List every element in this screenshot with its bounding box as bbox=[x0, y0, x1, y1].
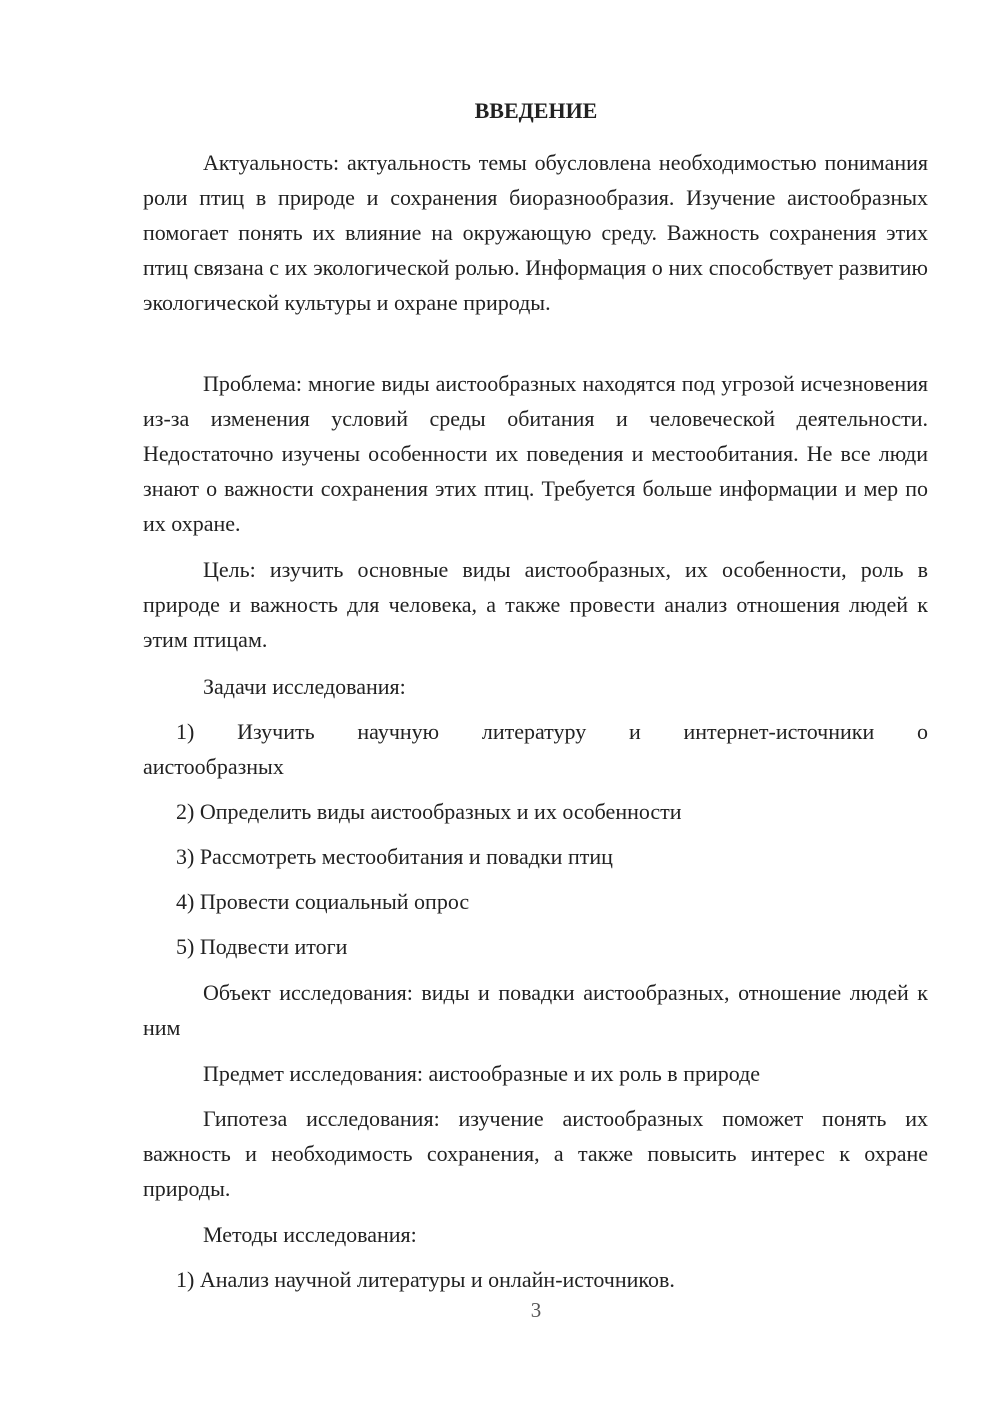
task-item-2: 2) Определить виды аистообразных и их особенности bbox=[176, 799, 682, 824]
section-heading: ВВЕДЕНИЕ bbox=[474, 98, 598, 123]
task-item-1-word: Изучить bbox=[237, 719, 315, 744]
paragraph-subject: Предмет исследования: аистообразные и их роль в природе bbox=[203, 1061, 761, 1086]
method-item-1: 1) Анализ научной литературы и онлайн-источников. bbox=[176, 1267, 675, 1292]
paragraph-problem: Проблема: многие виды аистообразных находятся под угрозой исчезновения из-за изменения условий среды обитания и человеческой деятельности. Недостаточно изучены особенности их поведения и местообитания. Не все люди знают о важности сохранения этих птиц. Требуется больше информации и мер по их охране. bbox=[143, 371, 928, 536]
task-item-1-tail: аистообразных bbox=[143, 754, 284, 779]
task-item-3: 3) Рассмотреть местообитания и повадки птиц bbox=[176, 844, 613, 869]
methods-label: Методы исследования: bbox=[203, 1222, 417, 1247]
page-number: 3 bbox=[530, 1298, 542, 1322]
paragraph-goal: Цель: изучить основные виды аистообразных, их особенности, роль в природе и важность для человека, а также провести анализ отношения людей к этим птицам. bbox=[143, 557, 928, 652]
tasks-label: Задачи исследования: bbox=[203, 674, 406, 699]
task-item-1-first-line bbox=[143, 714, 928, 749]
paragraph-object: Объект исследования: виды и повадки аистообразных, отношение людей к ним bbox=[143, 980, 928, 1040]
paragraph-relevance: Актуальность: актуальность темы обусловлена необходимостью понимания роли птиц в природе и сохранения биоразнообразия. Изучение аистообразных помогает понять их влияние на окружающую среду. Важность сохранения этих птиц связана с их экологической ролью. Информация о них способствует развитию экологической культуры и охране природы. bbox=[143, 150, 928, 315]
task-item-1 bbox=[143, 714, 928, 784]
task-item-1-word: о bbox=[916, 719, 928, 744]
task-item-1-word: 1) bbox=[176, 719, 195, 744]
task-item-1-word: научную bbox=[357, 719, 440, 744]
task-item-5: 5) Подвести итоги bbox=[176, 934, 348, 959]
task-item-4: 4) Провести социальный опрос bbox=[176, 889, 470, 914]
task-item-1-word: интернет-источники bbox=[683, 719, 875, 744]
paragraph-hypothesis: Гипотеза исследования: изучение аистообразных поможет понять их важность и необходимость сохранения, а также повысить интерес к охране природы. bbox=[143, 1106, 928, 1201]
task-item-1-word: и bbox=[628, 719, 641, 744]
task-item-1-word: литературу bbox=[481, 719, 587, 744]
